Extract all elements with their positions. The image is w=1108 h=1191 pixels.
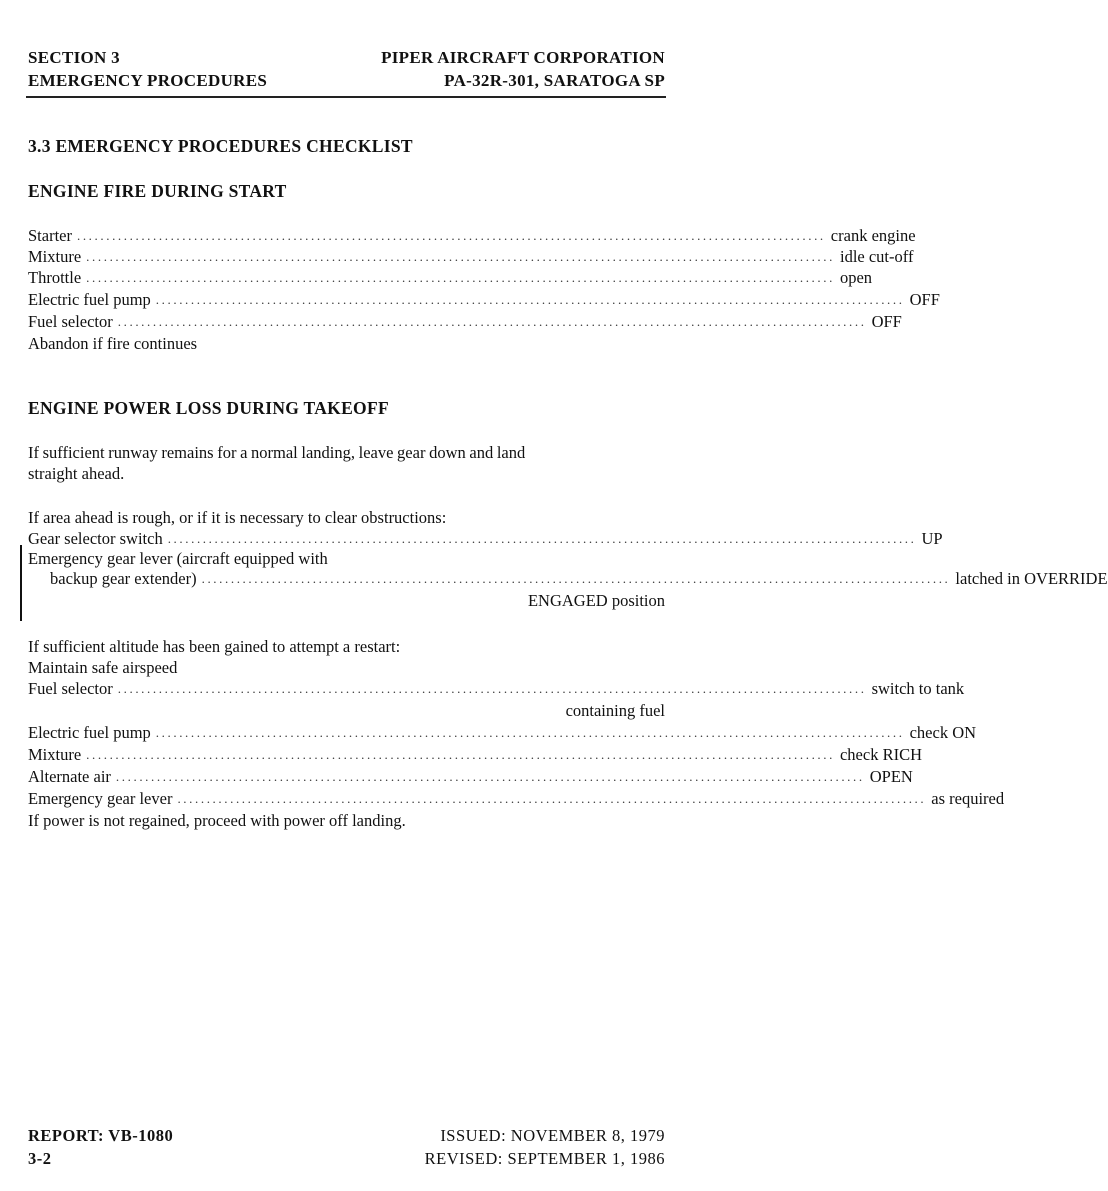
- leader-dots: ................................................................................................................................: [115, 769, 865, 784]
- leader-dots: ................................................................................................................................: [177, 791, 927, 806]
- item-value: as required: [931, 789, 1005, 808]
- leader-dots: ................................................................................................................................: [86, 270, 835, 285]
- checklist-title: 3.3 EMERGENCY PROCEDURES CHECKLIST: [28, 136, 413, 156]
- item-value: switch to tank: [871, 679, 965, 698]
- leader-dots: ................................................................................................................................: [86, 249, 835, 264]
- checklist-row: [28, 288, 940, 310]
- item-label: Starter: [28, 226, 72, 245]
- final-instruction: If power is not regained, proceed with power off landing.: [28, 811, 406, 830]
- section-label: SECTION 3: [28, 48, 120, 67]
- revision-bar: [20, 545, 22, 621]
- item-label: Electric fuel pump: [28, 723, 151, 742]
- fire-start-heading: ENGINE FIRE DURING START: [28, 181, 287, 201]
- leader-dots: ................................................................................................................................: [117, 314, 867, 329]
- report-number: REPORT: VB-1080: [28, 1126, 174, 1145]
- item-label: Emergency gear lever: [28, 789, 173, 808]
- leader-dots: ................................................................................................................................: [86, 747, 835, 762]
- issued-date: ISSUED: NOVEMBER 8, 1979: [440, 1126, 665, 1145]
- item-value: open: [839, 268, 873, 287]
- aircraft-model: PA-32R-301, SARATOGA SP: [444, 71, 665, 90]
- checklist-row: [28, 224, 916, 246]
- abandon-note: Abandon if fire continues: [28, 334, 198, 353]
- item-label: Gear selector switch: [28, 529, 163, 548]
- checklist-row: [28, 245, 914, 267]
- checklist-row: [28, 743, 923, 765]
- item-label: Throttle: [28, 268, 82, 287]
- checklist-row: [28, 527, 943, 549]
- checklist-row: [28, 266, 873, 288]
- item-value: check ON: [909, 723, 977, 742]
- item-label: Mixture: [28, 745, 82, 764]
- leader-dots: ................................................................................................................................: [76, 228, 826, 243]
- item-label: backup gear extender): [50, 569, 197, 588]
- item-value: crank engine: [830, 226, 916, 245]
- item-value: latched in OVERRIDE: [955, 569, 1108, 588]
- chapter-label: EMERGENCY PROCEDURES: [28, 71, 268, 90]
- power-loss-heading: ENGINE POWER LOSS DURING TAKEOFF: [28, 398, 389, 418]
- leader-dots: ................................................................................................................................: [167, 531, 917, 546]
- checklist-row: [28, 787, 1005, 809]
- item-value-continued: containing fuel: [565, 701, 665, 720]
- leader-dots: ................................................................................................................................: [155, 725, 905, 740]
- leader-dots: ................................................................................................................................: [155, 292, 905, 307]
- item-value: OFF: [871, 312, 902, 331]
- maintain-airspeed: Maintain safe airspeed: [28, 658, 178, 677]
- restart-paragraph: If sufficient altitude has been gained to attempt a restart:: [28, 637, 401, 656]
- emergency-lever-label-line-1: Emergency gear lever (aircraft equipped with: [28, 549, 328, 568]
- item-label: Electric fuel pump: [28, 290, 151, 309]
- checklist-row: [28, 765, 913, 787]
- header-divider: [26, 96, 666, 98]
- leader-dots: ................................................................................................................................: [117, 681, 867, 696]
- checklist-row: [28, 721, 977, 743]
- revised-date: REVISED: SEPTEMBER 1, 1986: [424, 1149, 665, 1168]
- checklist-row: [28, 567, 1108, 589]
- leader-dots: ................................................................................................................................: [201, 571, 951, 586]
- item-value: OPEN: [869, 767, 913, 786]
- item-label: Alternate air: [28, 767, 111, 786]
- checklist-row: [28, 677, 965, 699]
- item-value: check RICH: [839, 745, 923, 764]
- item-value: OFF: [909, 290, 940, 309]
- item-value: idle cut-off: [839, 247, 914, 266]
- company-name: PIPER AIRCRAFT CORPORATION: [381, 48, 665, 67]
- runway-paragraph-line-2: straight ahead.: [28, 464, 125, 483]
- checklist-row: [28, 310, 902, 332]
- item-label: Fuel selector: [28, 679, 113, 698]
- item-value: UP: [921, 529, 943, 548]
- rough-area-paragraph: If area ahead is rough, or if it is necessary to clear obstructions:: [28, 508, 447, 527]
- page-number: 3-2: [28, 1149, 52, 1168]
- item-value-continued: ENGAGED position: [527, 591, 665, 610]
- item-label: Mixture: [28, 247, 82, 266]
- runway-paragraph-line-1: If sufficient runway remains for a normal landing, leave gear down and land: [28, 443, 526, 462]
- item-label: Fuel selector: [28, 312, 113, 331]
